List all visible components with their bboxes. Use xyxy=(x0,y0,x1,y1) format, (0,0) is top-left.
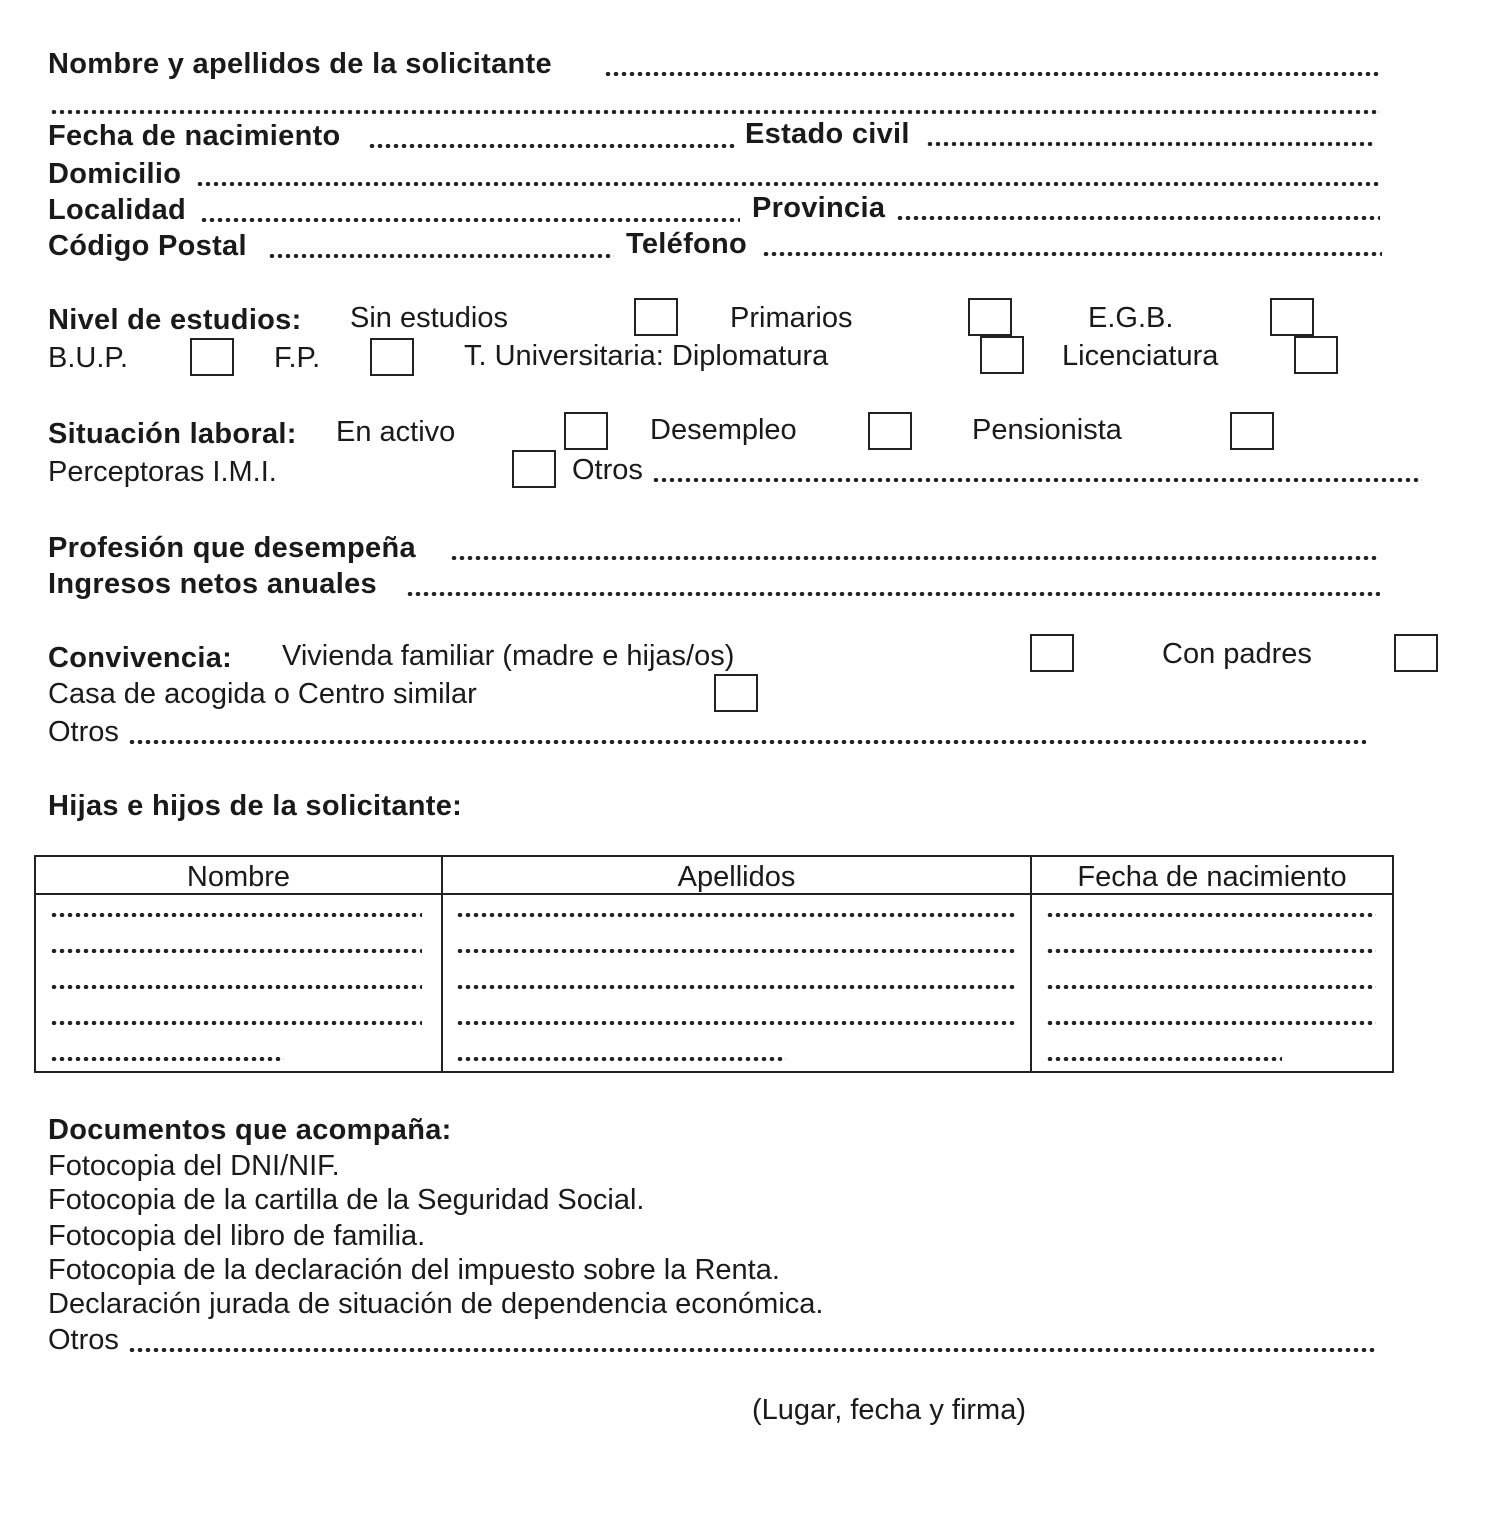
option-sin-estudios: Sin estudios xyxy=(350,302,508,334)
zip-label: Código Postal xyxy=(48,230,247,262)
province-field[interactable] xyxy=(0,190,1500,226)
checkbox-pensionista[interactable] xyxy=(1230,412,1274,450)
civil-status-label: Estado civil xyxy=(745,118,910,150)
province-label: Provincia xyxy=(752,192,886,224)
document-item: Fotocopia de la cartilla de la Seguridad Social. xyxy=(48,1184,645,1216)
checkbox-con-padres[interactable] xyxy=(1394,634,1438,672)
checkbox-sin-estudios[interactable] xyxy=(634,298,678,336)
table-row[interactable] xyxy=(36,985,1392,991)
documents-heading: Documentos que acompaña: xyxy=(48,1114,452,1146)
option-egb: E.G.B. xyxy=(1088,302,1174,334)
otros-documentos-field[interactable] xyxy=(0,1322,1500,1358)
document-item: Fotocopia del DNI/NIF. xyxy=(48,1150,340,1182)
column-header-apellidos: Apellidos xyxy=(677,861,796,893)
option-desempleo: Desempleo xyxy=(650,414,797,446)
profession-label: Profesión que desempeña xyxy=(48,532,416,564)
income-field[interactable] xyxy=(0,566,1500,602)
profession-field[interactable] xyxy=(0,530,1500,566)
checkbox-casa-acogida[interactable] xyxy=(714,674,758,712)
employment-heading: Situación laboral: xyxy=(48,418,297,450)
checkbox-egb[interactable] xyxy=(1270,298,1314,336)
checkbox-bup[interactable] xyxy=(190,338,234,376)
document-item-otros: Otros xyxy=(48,1324,119,1356)
civil-status-field[interactable] xyxy=(0,116,1500,152)
document-item: Fotocopia de la declaración del impuesto sobre la Renta. xyxy=(48,1254,780,1286)
phone-field[interactable] xyxy=(0,226,1500,262)
option-en-activo: En activo xyxy=(336,416,456,448)
studies-heading: Nivel de estudios: xyxy=(48,304,302,336)
address-field[interactable] xyxy=(0,156,1500,192)
table-row[interactable] xyxy=(36,1057,1392,1063)
option-con-padres: Con padres xyxy=(1162,638,1312,670)
table-row[interactable] xyxy=(36,949,1392,955)
checkbox-desempleo[interactable] xyxy=(868,412,912,450)
phone-label: Teléfono xyxy=(626,228,748,260)
checkbox-vivienda-familiar[interactable] xyxy=(1030,634,1074,672)
option-otros-laboral: Otros xyxy=(572,454,643,486)
city-label: Localidad xyxy=(48,194,187,226)
option-fp: F.P. xyxy=(274,342,321,374)
document-item: Declaración jurada de situación de dependencia económica. xyxy=(48,1288,824,1320)
option-casa-acogida: Casa de acogida o Centro similar xyxy=(48,678,477,710)
name-label: Nombre y apellidos de la solicitante xyxy=(48,48,552,80)
checkbox-fp[interactable] xyxy=(370,338,414,376)
option-bup: B.U.P. xyxy=(48,342,129,374)
table-row[interactable] xyxy=(36,1021,1392,1027)
name-field[interactable] xyxy=(0,46,1500,82)
checkbox-en-activo[interactable] xyxy=(564,412,608,450)
option-imi: Perceptoras I.M.I. xyxy=(48,456,277,488)
option-vivienda-familiar: Vivienda familiar (madre e hijas/os) xyxy=(282,640,735,672)
cohabitation-heading: Convivencia: xyxy=(48,642,233,674)
option-otros-convivencia: Otros xyxy=(48,716,119,748)
income-label: Ingresos netos anuales xyxy=(48,568,377,600)
option-primarios: Primarios xyxy=(730,302,853,334)
checkbox-diplomatura[interactable] xyxy=(980,336,1024,374)
address-label: Domicilio xyxy=(48,158,182,190)
children-heading: Hijas e hijos de la solicitante: xyxy=(48,790,463,822)
otros-laboral-field[interactable] xyxy=(0,452,1500,488)
column-header-fecha: Fecha de nacimiento xyxy=(1077,861,1347,893)
column-header-nombre: Nombre xyxy=(186,861,291,893)
table-row[interactable] xyxy=(36,913,1392,919)
option-pensionista: Pensionista xyxy=(972,414,1122,446)
document-item: Fotocopia del libro de familia. xyxy=(48,1220,426,1252)
children-table xyxy=(34,855,1394,1073)
otros-convivencia-field[interactable] xyxy=(0,714,1500,750)
option-licenciatura: Licenciatura xyxy=(1062,340,1219,372)
checkbox-licenciatura[interactable] xyxy=(1294,336,1338,374)
birth-date-label: Fecha de nacimiento xyxy=(48,120,341,152)
name-field-continuation[interactable] xyxy=(0,84,1500,120)
signature-caption: (Lugar, fecha y firma) xyxy=(752,1394,1026,1426)
checkbox-primarios[interactable] xyxy=(968,298,1012,336)
option-diplomatura: T. Universitaria: Diplomatura xyxy=(464,340,829,372)
